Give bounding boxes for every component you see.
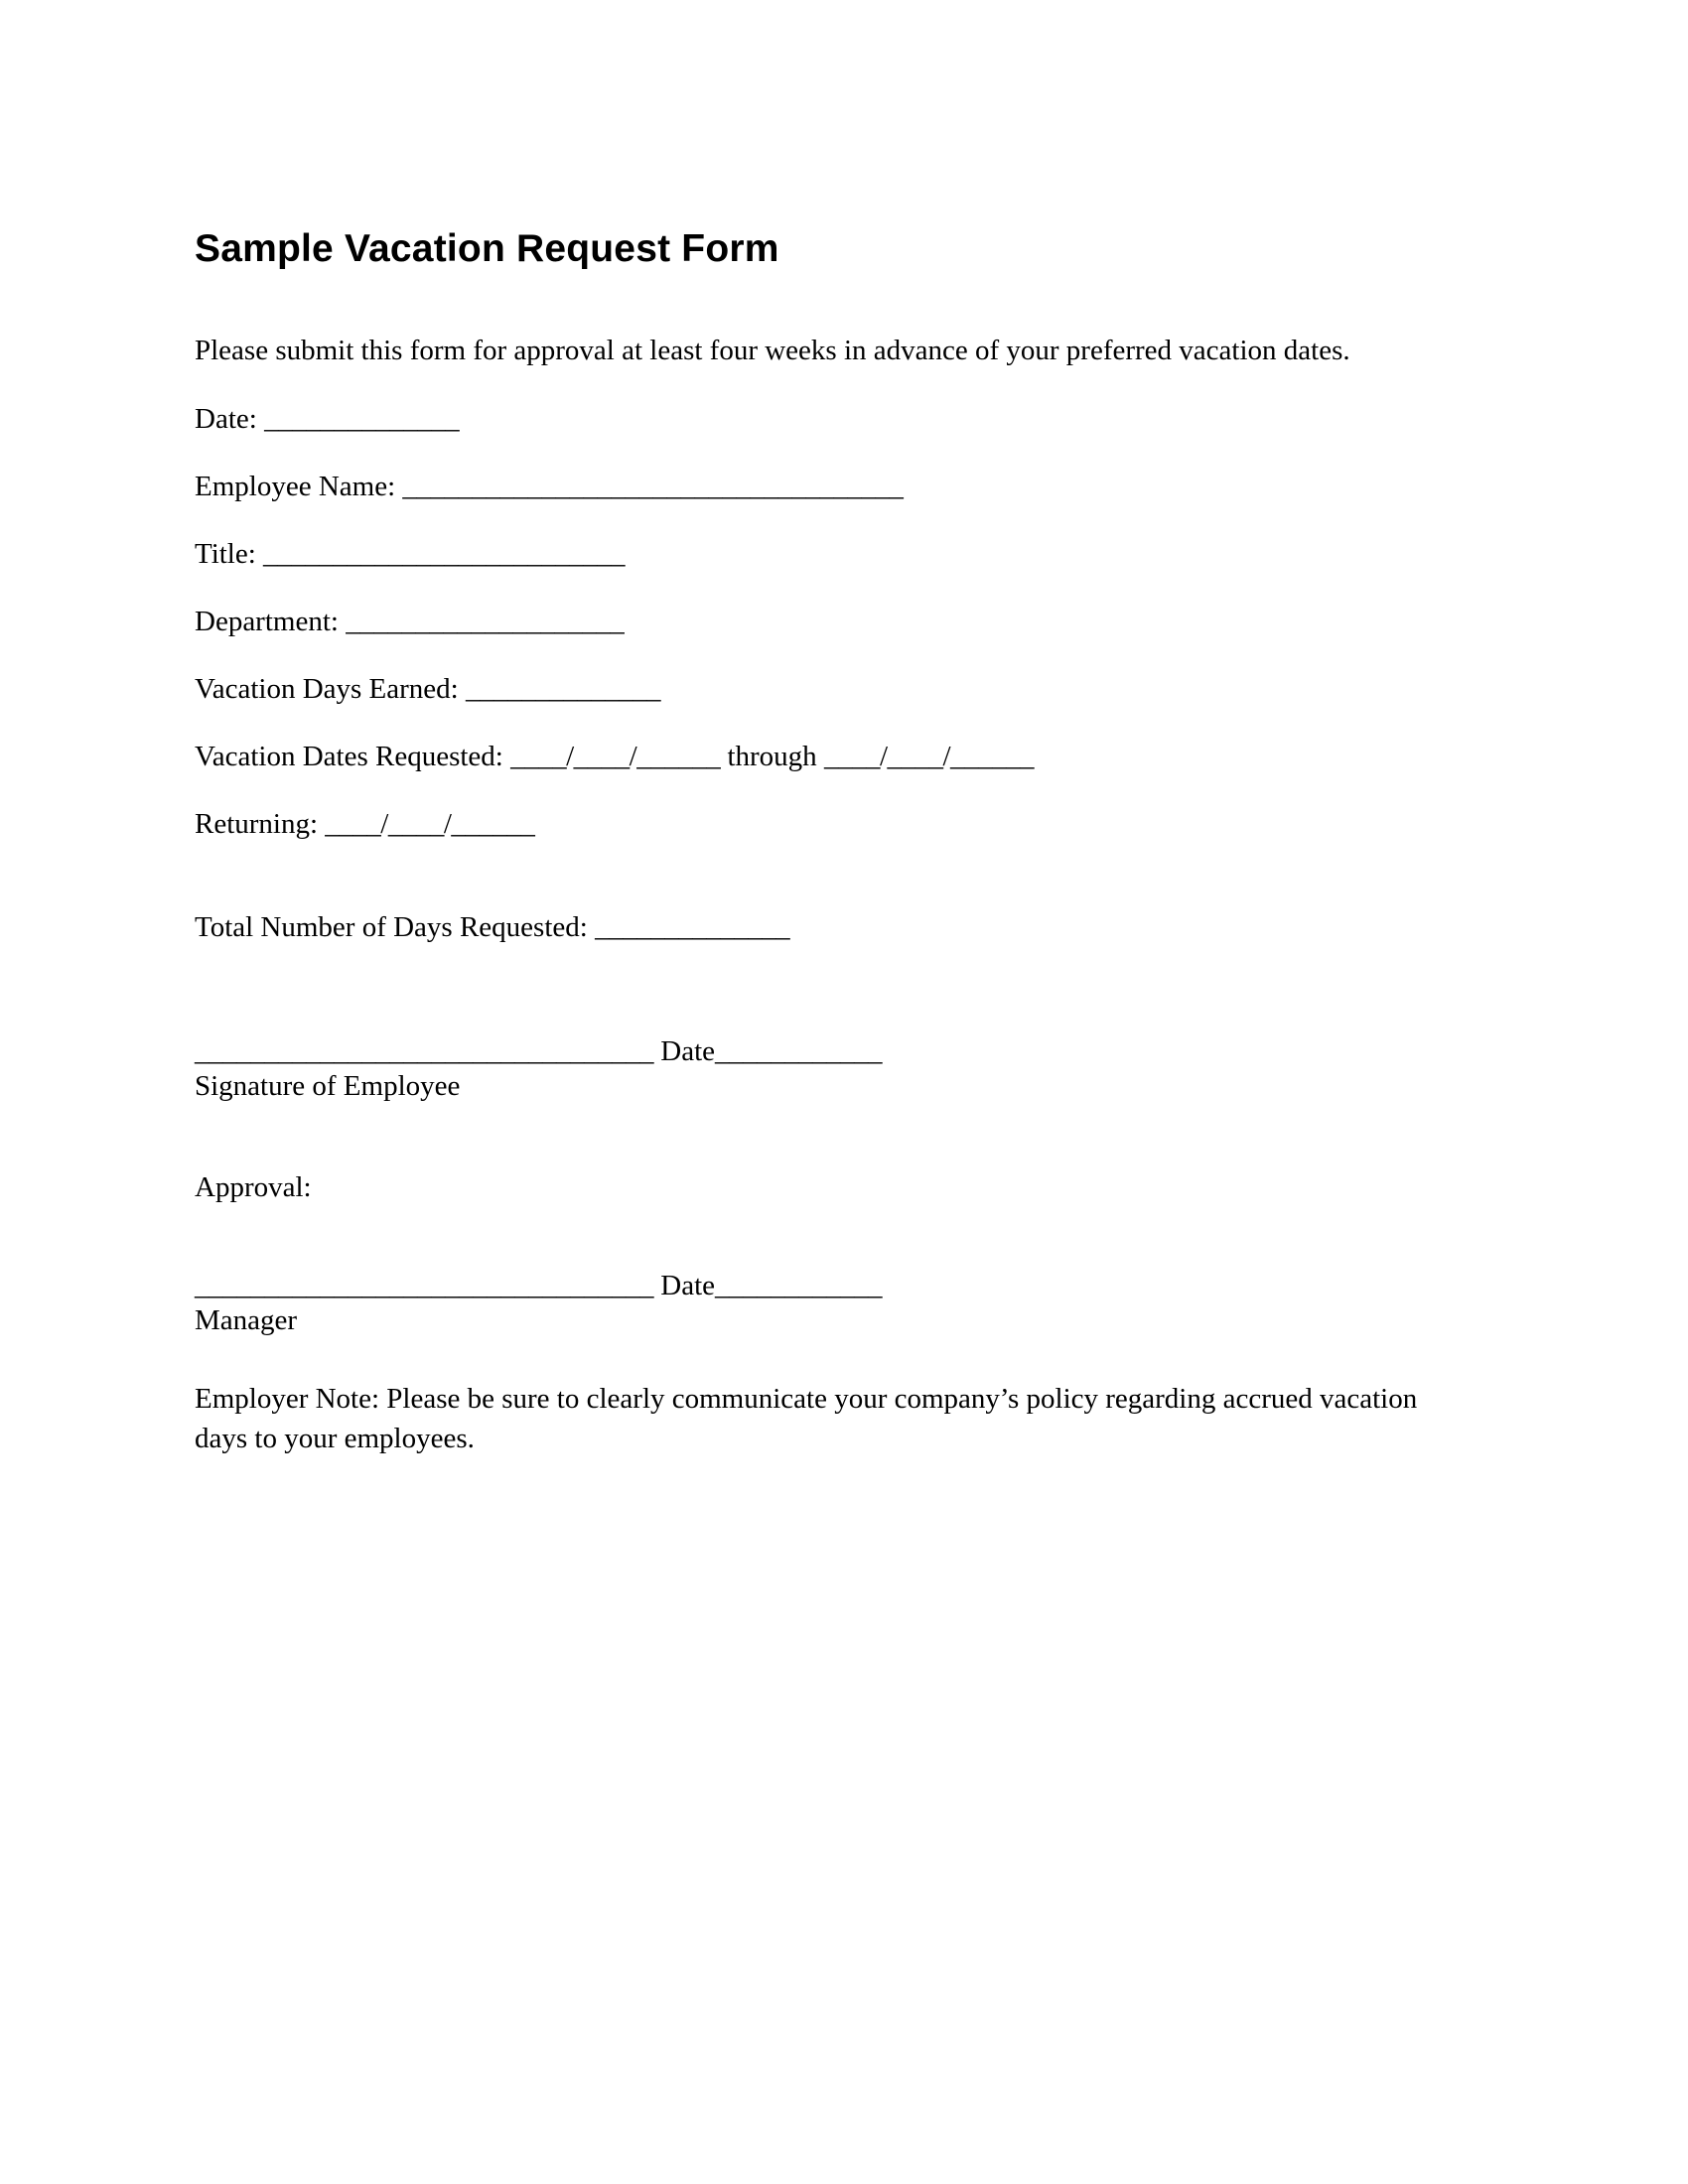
- date-label: Date:: [195, 403, 265, 435]
- vacation-days-earned-label: Vacation Days Earned:: [195, 673, 466, 705]
- document-body: [195, 226, 1436, 1487]
- manager-signature-date-blank[interactable]: ____________: [715, 1270, 882, 1301]
- vacation-dates-through-label: through: [720, 741, 824, 772]
- field-row-employee-name: [195, 468, 1436, 505]
- vacation-days-earned-blank[interactable]: ______________: [465, 673, 660, 705]
- returning-blank[interactable]: ____/____/______: [325, 808, 535, 840]
- field-row-total-days: [195, 908, 1436, 946]
- field-row-returning: [195, 805, 1436, 843]
- total-days-label: Total Number of Days Requested:: [195, 911, 596, 943]
- returning-label: Returning:: [195, 808, 326, 840]
- employee-signature-caption: Signature of Employee: [195, 1070, 461, 1102]
- intro-paragraph: Please submit this form for approval at least four weeks in advance of your preferred vacation dates.: [195, 335, 1350, 366]
- field-row-vacation-dates-requested: [195, 738, 1436, 775]
- vacation-dates-from-blank[interactable]: ____/____/______: [510, 741, 721, 772]
- approval-heading: Approval:: [195, 1171, 312, 1203]
- manager-signature-blank[interactable]: _________________________________: [195, 1270, 653, 1301]
- title-blank[interactable]: __________________________: [263, 538, 626, 570]
- field-row-date: [195, 400, 1436, 438]
- field-row-vacation-days-earned: [195, 670, 1436, 708]
- department-label: Department:: [195, 606, 347, 637]
- employee-name-blank[interactable]: ____________________________________: [402, 471, 904, 502]
- title-label: Title:: [195, 538, 264, 570]
- total-days-blank[interactable]: ______________: [595, 911, 790, 943]
- date-blank[interactable]: ______________: [264, 403, 460, 435]
- vacation-dates-requested-label: Vacation Dates Requested:: [195, 741, 511, 772]
- field-row-department: [195, 603, 1436, 640]
- employee-signature-date-label: Date: [653, 1035, 715, 1067]
- vacation-dates-to-blank[interactable]: ____/____/______: [823, 741, 1035, 772]
- page-title: Sample Vacation Request Form: [195, 227, 779, 270]
- manager-signature-date-label: Date: [653, 1270, 715, 1301]
- employee-signature-row: [195, 1033, 1436, 1069]
- employee-signature-blank[interactable]: _________________________________: [195, 1035, 653, 1067]
- employee-name-label: Employee Name:: [195, 471, 403, 502]
- manager-signature-caption: Manager: [195, 1304, 298, 1336]
- employee-signature-date-blank[interactable]: ____________: [715, 1035, 882, 1067]
- manager-signature-row: [195, 1268, 1436, 1303]
- employer-note: Employer Note: Please be sure to clearly communicate your company’s policy regarding accrued vacation days to your employees.: [195, 1383, 1418, 1454]
- department-blank[interactable]: ____________________: [346, 606, 625, 637]
- field-row-title: [195, 535, 1436, 573]
